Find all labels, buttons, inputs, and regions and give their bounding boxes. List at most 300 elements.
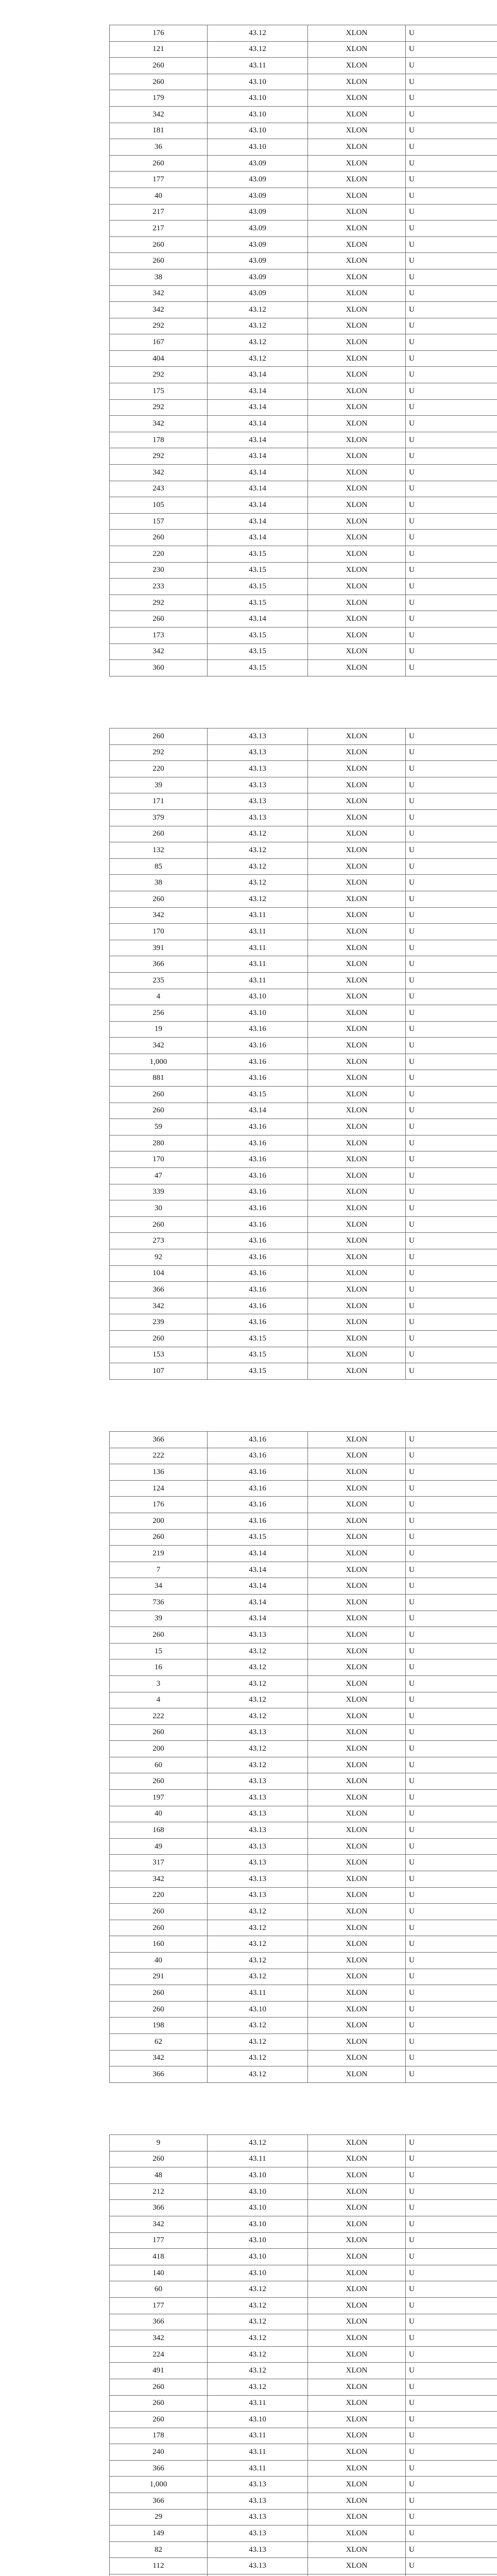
currency-cell: U — [405, 253, 497, 269]
table-row — [109, 1347, 497, 1363]
volume-cell: 342 — [109, 302, 207, 318]
price-cell: 43.12 — [207, 1953, 307, 1969]
table-row — [109, 2525, 497, 2541]
price-cell: 43.09 — [207, 156, 307, 172]
currency-cell: U — [405, 1513, 497, 1529]
price-cell: 43.12 — [207, 2314, 307, 2330]
venue-cell: XLON — [307, 1054, 405, 1070]
venue-cell: XLON — [307, 139, 405, 155]
currency-cell: U — [405, 2314, 497, 2330]
venue-cell: XLON — [307, 1985, 405, 2001]
currency-cell: U — [405, 1331, 497, 1347]
volume-cell: 280 — [109, 1136, 207, 1151]
table-row — [109, 1675, 497, 1692]
currency-cell: U — [405, 58, 497, 74]
volume-cell: 342 — [109, 1871, 207, 1887]
volume-cell: 40 — [109, 1806, 207, 1822]
venue-cell: XLON — [307, 205, 405, 221]
volume-cell: 292 — [109, 400, 207, 416]
currency-cell: U — [405, 269, 497, 285]
venue-cell: XLON — [307, 1855, 405, 1871]
table-row — [109, 2460, 497, 2477]
currency-cell: U — [405, 1136, 497, 1151]
price-cell: 43.16 — [207, 1168, 307, 1184]
venue-cell: XLON — [307, 563, 405, 579]
volume-cell: 404 — [109, 351, 207, 367]
currency-cell: U — [405, 2444, 497, 2460]
table-row — [109, 1920, 497, 1936]
currency-cell: U — [405, 334, 497, 350]
currency-cell: U — [405, 1839, 497, 1855]
price-cell: 43.10 — [207, 90, 307, 106]
currency-cell: U — [405, 1806, 497, 1822]
price-cell: 43.09 — [207, 221, 307, 236]
volume-cell: 136 — [109, 1464, 207, 1480]
volume-cell: 317 — [109, 1855, 207, 1871]
volume-cell: 260 — [109, 826, 207, 842]
venue-cell: XLON — [307, 1578, 405, 1594]
currency-cell: U — [405, 2018, 497, 2033]
currency-cell: U — [405, 1103, 497, 1119]
table-row — [109, 2297, 497, 2314]
volume-cell: 260 — [109, 728, 207, 744]
price-cell: 43.16 — [207, 1282, 307, 1298]
currency-cell: U — [405, 2379, 497, 2395]
volume-cell: 342 — [109, 416, 207, 432]
volume-cell: 342 — [109, 2330, 207, 2346]
table-row — [109, 1480, 497, 1497]
price-cell: 43.11 — [207, 1985, 307, 2001]
currency-cell: U — [405, 1904, 497, 1920]
venue-cell: XLON — [307, 221, 405, 236]
price-cell: 43.14 — [207, 1611, 307, 1627]
price-cell: 43.10 — [207, 2167, 307, 2183]
table-row — [109, 1594, 497, 1611]
volume-cell: 153 — [109, 1347, 207, 1363]
table-row — [109, 2248, 497, 2265]
volume-cell: 224 — [109, 2347, 207, 2363]
volume-cell: 170 — [109, 924, 207, 940]
table-row — [109, 1005, 497, 1021]
venue-cell: XLON — [307, 1005, 405, 1021]
price-cell: 43.16 — [207, 1513, 307, 1529]
volume-cell: 3 — [109, 1676, 207, 1692]
table-row — [109, 301, 497, 318]
venue-cell: XLON — [307, 2034, 405, 2050]
venue-cell: XLON — [307, 2558, 405, 2574]
venue-cell: XLON — [307, 1464, 405, 1480]
price-cell: 43.12 — [207, 42, 307, 58]
currency-cell: U — [405, 123, 497, 139]
table-row — [109, 1021, 497, 1038]
venue-cell: XLON — [307, 728, 405, 744]
currency-cell: U — [405, 2066, 497, 2082]
currency-cell: U — [405, 1757, 497, 1773]
table-row — [109, 2557, 497, 2574]
price-cell: 43.12 — [207, 2330, 307, 2346]
venue-cell: XLON — [307, 318, 405, 334]
price-cell: 43.16 — [207, 1070, 307, 1086]
table-row — [109, 2033, 497, 2050]
volume-cell: 260 — [109, 2412, 207, 2428]
venue-cell: XLON — [307, 2281, 405, 2297]
currency-cell: U — [405, 25, 497, 41]
currency-cell: U — [405, 826, 497, 842]
volume-cell: 47 — [109, 1168, 207, 1184]
venue-cell: XLON — [307, 237, 405, 253]
volume-cell: 39 — [109, 777, 207, 793]
venue-cell: XLON — [307, 1725, 405, 1741]
price-cell: 43.10 — [207, 2002, 307, 2018]
volume-cell: 181 — [109, 123, 207, 139]
price-cell: 43.14 — [207, 432, 307, 448]
currency-cell: U — [405, 1087, 497, 1103]
price-cell: 43.12 — [207, 826, 307, 842]
venue-cell: XLON — [307, 1070, 405, 1086]
price-cell: 43.12 — [207, 2281, 307, 2297]
venue-cell: XLON — [307, 2151, 405, 2167]
volume-cell: 220 — [109, 546, 207, 562]
table-row — [109, 2151, 497, 2167]
price-cell: 43.14 — [207, 1546, 307, 1562]
price-cell: 43.14 — [207, 367, 307, 383]
venue-cell: XLON — [307, 74, 405, 90]
price-cell: 43.13 — [207, 2542, 307, 2558]
table-row — [109, 546, 497, 562]
price-cell: 43.10 — [207, 2184, 307, 2200]
volume-cell: 178 — [109, 432, 207, 448]
venue-cell: XLON — [307, 2066, 405, 2082]
venue-cell: XLON — [307, 1168, 405, 1184]
currency-cell: U — [405, 318, 497, 334]
table-row — [109, 1562, 497, 1578]
price-cell: 43.14 — [207, 448, 307, 464]
volume-cell: 260 — [109, 891, 207, 907]
currency-cell: U — [405, 2135, 497, 2151]
table-row — [109, 2314, 497, 2330]
price-cell: 43.14 — [207, 611, 307, 627]
currency-cell: U — [405, 400, 497, 416]
venue-cell: XLON — [307, 973, 405, 989]
table-row — [109, 1887, 497, 1904]
volume-cell: 260 — [109, 1087, 207, 1103]
venue-cell: XLON — [307, 253, 405, 269]
venue-cell: XLON — [307, 25, 405, 41]
volume-cell: 222 — [109, 1708, 207, 1724]
table-row — [109, 1118, 497, 1135]
table-row — [109, 643, 497, 660]
venue-cell: XLON — [307, 416, 405, 432]
volume-cell: 256 — [109, 1005, 207, 1021]
volume-cell: 260 — [109, 237, 207, 253]
currency-cell: U — [405, 1888, 497, 1904]
volume-cell: 34 — [109, 1578, 207, 1594]
page-4 — [0, 2110, 497, 2576]
price-cell: 43.15 — [207, 595, 307, 611]
currency-cell: U — [405, 777, 497, 793]
venue-cell: XLON — [307, 1936, 405, 1952]
venue-cell: XLON — [307, 1282, 405, 1298]
volume-cell: 107 — [109, 1363, 207, 1379]
table-row — [109, 989, 497, 1005]
volume-cell: 260 — [109, 2002, 207, 2018]
price-cell: 43.16 — [207, 1464, 307, 1480]
table-row — [109, 448, 497, 464]
currency-cell: U — [405, 1070, 497, 1086]
table-row — [109, 1708, 497, 1724]
currency-cell: U — [405, 2363, 497, 2379]
venue-cell: XLON — [307, 745, 405, 761]
volume-cell: 366 — [109, 2066, 207, 2082]
table-row — [109, 2066, 497, 2083]
venue-cell: XLON — [307, 2216, 405, 2232]
venue-cell: XLON — [307, 2477, 405, 2493]
table-row — [109, 2216, 497, 2232]
venue-cell: XLON — [307, 1659, 405, 1675]
price-cell: 43.14 — [207, 383, 307, 399]
table-row — [109, 1167, 497, 1184]
table-row — [109, 1692, 497, 1708]
table-row — [109, 236, 497, 253]
table-row — [109, 1806, 497, 1822]
volume-cell: 177 — [109, 2233, 207, 2249]
currency-cell: U — [405, 2200, 497, 2216]
table-row — [109, 891, 497, 907]
table-row — [109, 1249, 497, 1265]
price-cell: 43.16 — [207, 1266, 307, 1282]
venue-cell: XLON — [307, 1331, 405, 1347]
venue-cell: XLON — [307, 2135, 405, 2151]
price-cell: 43.13 — [207, 1773, 307, 1789]
volume-cell: 197 — [109, 1790, 207, 1806]
venue-cell: XLON — [307, 891, 405, 907]
volume-cell: 366 — [109, 2314, 207, 2330]
venue-cell: XLON — [307, 1184, 405, 1200]
venue-cell: XLON — [307, 188, 405, 204]
venue-cell: XLON — [307, 2461, 405, 2477]
price-cell: 43.12 — [207, 2347, 307, 2363]
table-row — [109, 793, 497, 809]
venue-cell: XLON — [307, 2233, 405, 2249]
currency-cell: U — [405, 875, 497, 891]
price-cell: 43.12 — [207, 1936, 307, 1952]
venue-cell: XLON — [307, 644, 405, 660]
price-cell: 43.13 — [207, 1806, 307, 1822]
venue-cell: XLON — [307, 1562, 405, 1578]
price-cell: 43.09 — [207, 253, 307, 269]
table-row — [109, 1363, 497, 1380]
volume-cell: 260 — [109, 1773, 207, 1789]
table-row — [109, 744, 497, 761]
volume-cell: 212 — [109, 2184, 207, 2200]
volume-cell: 260 — [109, 58, 207, 74]
currency-cell: U — [405, 2477, 497, 2493]
volume-cell: 273 — [109, 1233, 207, 1249]
volume-cell: 366 — [109, 1432, 207, 1448]
price-cell: 43.13 — [207, 2477, 307, 2493]
price-cell: 43.14 — [207, 497, 307, 513]
table-row — [109, 1232, 497, 1249]
table-row — [109, 595, 497, 611]
venue-cell: XLON — [307, 2002, 405, 2018]
venue-cell: XLON — [307, 1432, 405, 1448]
venue-cell: XLON — [307, 1676, 405, 1692]
table-row — [109, 1740, 497, 1757]
currency-cell: U — [405, 1233, 497, 1249]
table-row — [109, 171, 497, 188]
volume-cell: 342 — [109, 2216, 207, 2232]
venue-cell: XLON — [307, 1920, 405, 1936]
venue-cell: XLON — [307, 1038, 405, 1054]
table-row — [109, 2281, 497, 2297]
price-cell: 43.12 — [207, 2034, 307, 2050]
volume-cell: 168 — [109, 1822, 207, 1838]
venue-cell: XLON — [307, 1136, 405, 1151]
currency-cell: U — [405, 1985, 497, 2001]
venue-cell: XLON — [307, 1087, 405, 1103]
venue-cell: XLON — [307, 628, 405, 643]
venue-cell: XLON — [307, 1298, 405, 1314]
table-row — [109, 432, 497, 448]
currency-cell: U — [405, 1119, 497, 1135]
price-cell: 43.16 — [207, 1497, 307, 1513]
price-cell: 43.16 — [207, 1448, 307, 1464]
volume-cell: 342 — [109, 107, 207, 123]
table-row — [109, 1086, 497, 1103]
table-row — [109, 1789, 497, 1806]
currency-cell: U — [405, 2542, 497, 2558]
table-row — [109, 350, 497, 367]
table-row — [109, 2183, 497, 2200]
currency-cell: U — [405, 367, 497, 383]
table-row — [109, 2379, 497, 2395]
volume-cell: 40 — [109, 188, 207, 204]
volume-cell: 260 — [109, 1985, 207, 2001]
price-cell: 43.13 — [207, 1725, 307, 1741]
currency-cell: U — [405, 2265, 497, 2281]
table-row — [109, 2330, 497, 2346]
currency-cell: U — [405, 481, 497, 497]
volume-cell: 176 — [109, 25, 207, 41]
venue-cell: XLON — [307, 611, 405, 627]
table-row — [109, 1578, 497, 1594]
currency-cell: U — [405, 1676, 497, 1692]
venue-cell: XLON — [307, 1708, 405, 1724]
volume-cell: 243 — [109, 481, 207, 497]
volume-cell: 132 — [109, 842, 207, 858]
table-row — [109, 1314, 497, 1330]
venue-cell: XLON — [307, 924, 405, 940]
table-row — [109, 285, 497, 302]
price-cell: 43.10 — [207, 989, 307, 1005]
table-row — [109, 611, 497, 627]
price-cell: 43.13 — [207, 2493, 307, 2509]
currency-cell: U — [405, 1969, 497, 1985]
venue-cell: XLON — [307, 2526, 405, 2541]
price-cell: 43.15 — [207, 1363, 307, 1379]
currency-cell: U — [405, 2184, 497, 2200]
currency-cell: U — [405, 42, 497, 58]
currency-cell: U — [405, 90, 497, 106]
price-cell: 43.11 — [207, 2428, 307, 2444]
volume-cell: 4 — [109, 989, 207, 1005]
table-row — [109, 1070, 497, 1086]
price-cell: 43.12 — [207, 1920, 307, 1936]
venue-cell: XLON — [307, 793, 405, 809]
price-cell: 43.10 — [207, 107, 307, 123]
table-row — [109, 41, 497, 58]
venue-cell: XLON — [307, 156, 405, 172]
currency-cell: U — [405, 2050, 497, 2066]
price-cell: 43.16 — [207, 1022, 307, 1038]
currency-cell: U — [405, 1953, 497, 1969]
currency-cell: U — [405, 579, 497, 595]
table-row — [109, 809, 497, 826]
price-cell: 43.12 — [207, 1741, 307, 1757]
currency-cell: U — [405, 628, 497, 643]
price-cell: 43.13 — [207, 1888, 307, 1904]
volume-cell: 342 — [109, 286, 207, 302]
table-row — [109, 1184, 497, 1200]
price-cell: 43.15 — [207, 546, 307, 562]
venue-cell: XLON — [307, 1741, 405, 1757]
volume-cell: 491 — [109, 2363, 207, 2379]
table-row — [109, 1969, 497, 1985]
venue-cell: XLON — [307, 1969, 405, 1985]
volume-cell: 342 — [109, 1038, 207, 1054]
venue-cell: XLON — [307, 2363, 405, 2379]
price-cell: 43.13 — [207, 761, 307, 777]
venue-cell: XLON — [307, 595, 405, 611]
currency-cell: U — [405, 139, 497, 155]
venue-cell: XLON — [307, 2018, 405, 2033]
price-cell: 43.15 — [207, 660, 307, 676]
table-row — [109, 1871, 497, 1887]
volume-cell: 292 — [109, 367, 207, 383]
price-cell: 43.12 — [207, 891, 307, 907]
volume-cell: 176 — [109, 1497, 207, 1513]
price-cell: 43.16 — [207, 1119, 307, 1135]
price-cell: 43.14 — [207, 416, 307, 432]
venue-cell: XLON — [307, 660, 405, 676]
currency-cell: U — [405, 728, 497, 744]
currency-cell: U — [405, 1151, 497, 1167]
currency-cell: U — [405, 1708, 497, 1724]
currency-cell: U — [405, 286, 497, 302]
currency-cell: U — [405, 611, 497, 627]
price-cell: 43.11 — [207, 2461, 307, 2477]
venue-cell: XLON — [307, 810, 405, 826]
table-row — [109, 2541, 497, 2558]
currency-cell: U — [405, 546, 497, 562]
price-cell: 43.09 — [207, 205, 307, 221]
venue-cell: XLON — [307, 859, 405, 875]
table-row — [109, 1103, 497, 1119]
currency-cell: U — [405, 1200, 497, 1216]
currency-cell: U — [405, 1578, 497, 1594]
volume-cell: 82 — [109, 2542, 207, 2558]
currency-cell: U — [405, 1692, 497, 1708]
venue-cell: XLON — [307, 875, 405, 891]
currency-cell: U — [405, 1725, 497, 1741]
table-row — [109, 25, 497, 41]
volume-cell: 173 — [109, 628, 207, 643]
venue-cell: XLON — [307, 1888, 405, 1904]
volume-cell: 49 — [109, 1839, 207, 1855]
currency-cell: U — [405, 1005, 497, 1021]
venue-cell: XLON — [307, 2542, 405, 2558]
currency-cell: U — [405, 1448, 497, 1464]
